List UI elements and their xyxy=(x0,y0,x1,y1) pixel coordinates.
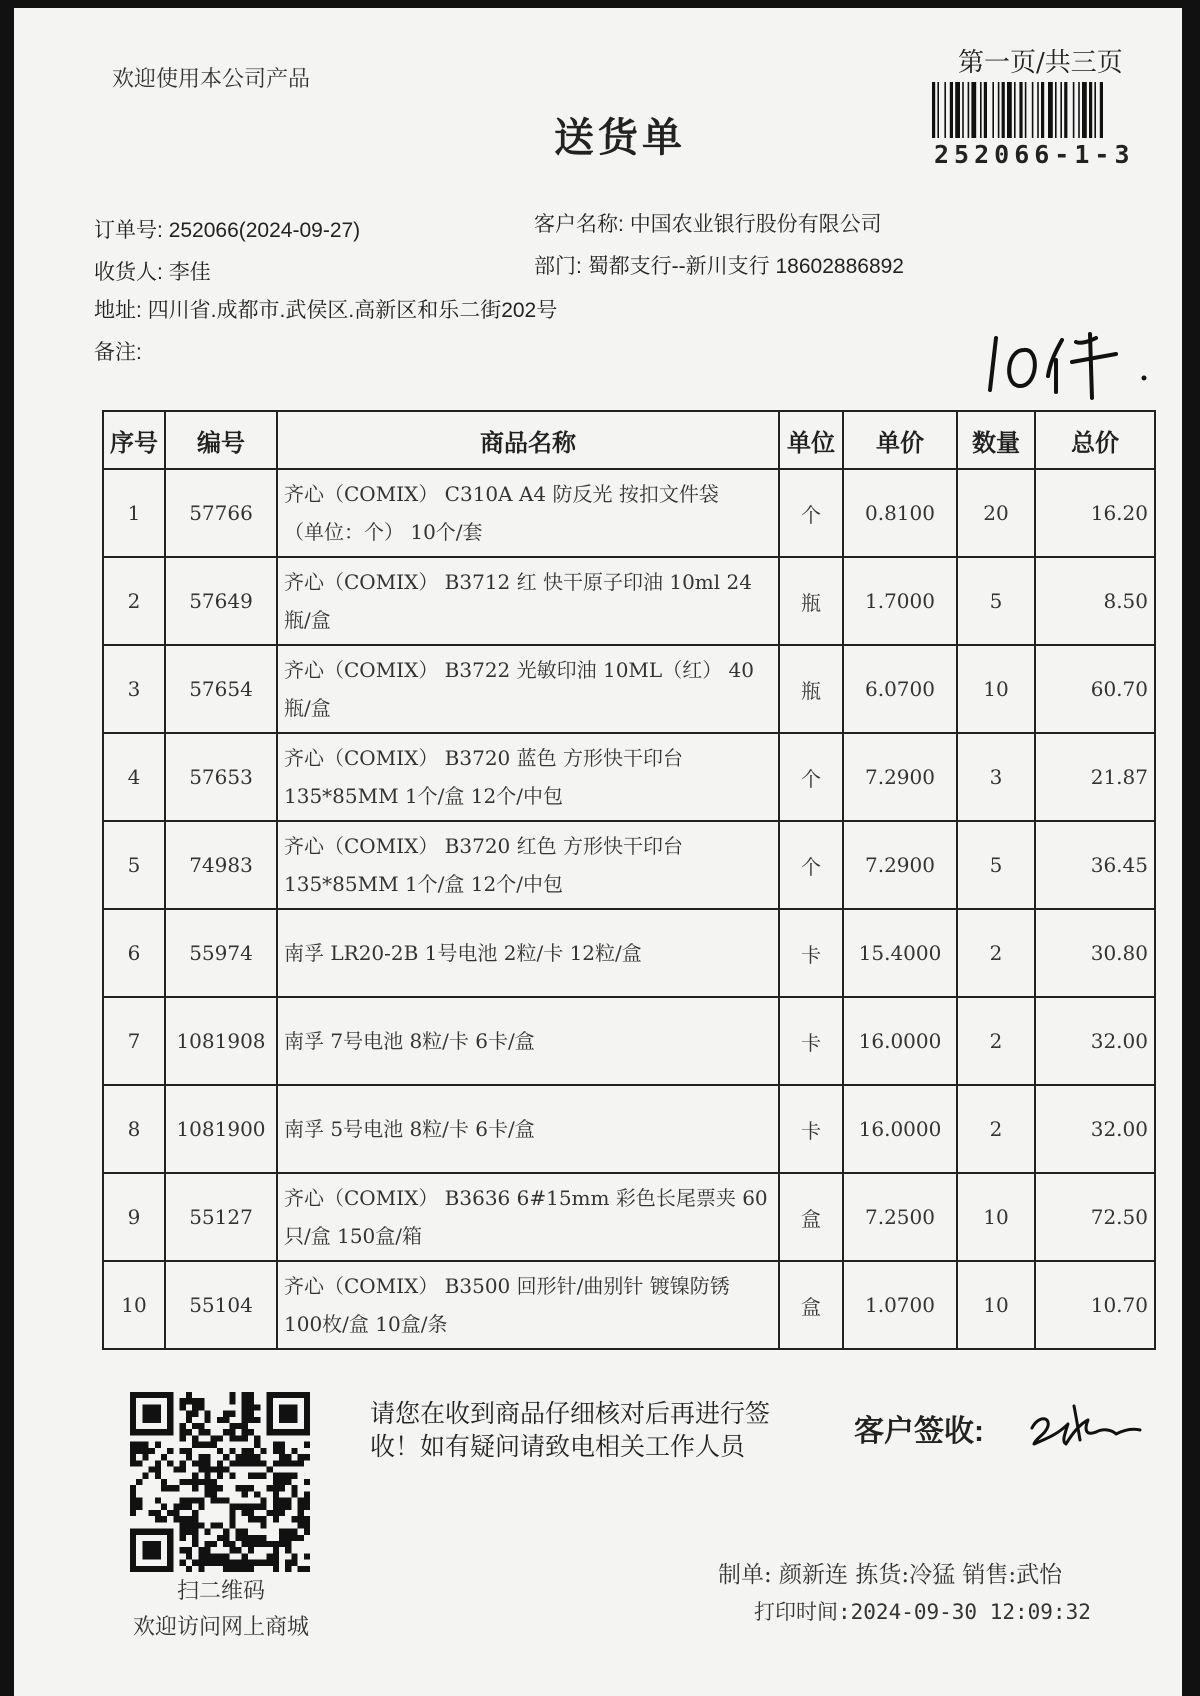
item-name-line1: 南孚 LR20-2B 1号电池 2粒/卡 12粒/盒 xyxy=(284,941,642,965)
item-unit: 卡 xyxy=(779,1085,843,1173)
column-header: 商品名称 xyxy=(277,411,779,469)
table-row xyxy=(103,1173,1155,1261)
item-unit: 个 xyxy=(779,821,843,909)
table-header-row xyxy=(103,411,1155,469)
item-total: 10.70 xyxy=(1035,1261,1155,1349)
item-name xyxy=(277,645,779,733)
table-row xyxy=(103,997,1155,1085)
item-name-line2: 135*85MM 1个/盒 12个/中包 xyxy=(284,784,563,808)
item-unit-price: 7.2500 xyxy=(843,1173,957,1261)
item-code: 57653 xyxy=(165,733,277,821)
item-total: 32.00 xyxy=(1035,997,1155,1085)
customer-row xyxy=(534,208,882,238)
qr-caption-line1: 扫二维码 xyxy=(176,1579,265,1604)
row-number: 8 xyxy=(103,1085,165,1173)
item-name-line1: 齐心（COMIX） B3720 红色 方形快干印台 xyxy=(284,834,683,858)
customer-name: 中国农业银行股份有限公司 xyxy=(629,213,882,236)
item-quantity: 10 xyxy=(957,645,1035,733)
items-table xyxy=(102,410,1156,1350)
item-unit-price: 1.7000 xyxy=(843,557,957,645)
item-name xyxy=(277,821,779,909)
item-name-line1: 齐心（COMIX） B3500 回形针/曲别针 镀镍防锈 xyxy=(284,1274,730,1298)
barcode-number: 252066-1-3 xyxy=(934,140,1135,169)
item-name xyxy=(277,469,779,557)
item-total: 21.87 xyxy=(1035,733,1155,821)
handwritten-note xyxy=(984,320,1164,400)
item-unit: 盒 xyxy=(779,1261,843,1349)
item-name xyxy=(277,1261,779,1349)
order-number: 252066(2024-09-27) xyxy=(168,219,361,242)
column-header: 单位 xyxy=(779,411,843,469)
column-header: 单价 xyxy=(843,411,957,469)
customer-label: 客户名称: xyxy=(534,213,624,236)
qr-caption xyxy=(118,1574,324,1646)
item-unit: 卡 xyxy=(779,997,843,1085)
item-name-line2: 只/盒 150盒/箱 xyxy=(284,1224,423,1248)
item-quantity: 3 xyxy=(957,733,1035,821)
order-number-row xyxy=(94,214,360,244)
item-total: 30.80 xyxy=(1035,909,1155,997)
item-unit-price: 16.0000 xyxy=(843,1085,957,1173)
item-unit-price: 15.4000 xyxy=(843,909,957,997)
item-name-line1: 齐心（COMIX） B3712 红 快干原子印油 10ml 24 xyxy=(284,570,752,594)
address-value: 四川省.成都市.武侯区.高新区和乐二街202号 xyxy=(147,299,558,322)
item-name-line1: 南孚 5号电池 8粒/卡 6卡/盒 xyxy=(284,1117,535,1141)
barcode-icon xyxy=(932,82,1147,138)
item-name xyxy=(277,909,779,997)
item-quantity: 2 xyxy=(957,997,1035,1085)
item-unit: 瓶 xyxy=(779,645,843,733)
table-row xyxy=(103,645,1155,733)
item-code: 1081900 xyxy=(165,1085,277,1173)
receiver-row xyxy=(94,256,211,286)
item-quantity: 5 xyxy=(957,821,1035,909)
item-code: 74983 xyxy=(165,821,277,909)
address-label: 地址: xyxy=(94,299,142,322)
item-unit-price: 1.0700 xyxy=(843,1261,957,1349)
department-row xyxy=(534,250,904,280)
inspection-notice: 请您在收到商品仔细核对后再进行签收！如有疑问请致电相关工作人员 xyxy=(370,1400,771,1461)
remark-row xyxy=(94,336,142,366)
item-code: 55127 xyxy=(165,1173,277,1261)
item-name-line1: 齐心（COMIX） B3722 光敏印油 10ML（红） 40 xyxy=(284,658,754,682)
item-code: 57649 xyxy=(165,557,277,645)
row-number: 6 xyxy=(103,909,165,997)
table-row xyxy=(103,469,1155,557)
row-number: 3 xyxy=(103,645,165,733)
item-total: 72.50 xyxy=(1035,1173,1155,1261)
item-name-line2: 100枚/盒 10盒/条 xyxy=(284,1312,448,1336)
item-quantity: 20 xyxy=(957,469,1035,557)
item-code: 57654 xyxy=(165,645,277,733)
item-quantity: 5 xyxy=(957,557,1035,645)
address-row xyxy=(94,294,557,324)
table-row xyxy=(103,821,1155,909)
table-row xyxy=(103,1085,1155,1173)
item-name xyxy=(277,733,779,821)
item-unit: 盒 xyxy=(779,1173,843,1261)
item-quantity: 2 xyxy=(957,1085,1035,1173)
qr-code-icon xyxy=(130,1392,310,1572)
item-unit: 瓶 xyxy=(779,557,843,645)
item-total: 8.50 xyxy=(1035,557,1155,645)
customer-signature xyxy=(1024,1394,1144,1454)
table-row xyxy=(103,557,1155,645)
item-total: 32.00 xyxy=(1035,1085,1155,1173)
item-name-line2: 瓶/盒 xyxy=(284,696,331,720)
item-total: 16.20 xyxy=(1035,469,1155,557)
row-number: 2 xyxy=(103,557,165,645)
table-row xyxy=(103,733,1155,821)
table-row xyxy=(103,909,1155,997)
page-indicator: 第一页/共三页 xyxy=(958,48,1123,78)
item-unit-price: 0.8100 xyxy=(843,469,957,557)
item-unit-price: 7.2900 xyxy=(843,733,957,821)
delivery-note-sheet xyxy=(14,8,1182,1696)
item-name-line1: 齐心（COMIX） C310A A4 防反光 按扣文件袋 xyxy=(284,482,719,506)
item-code: 57766 xyxy=(165,469,277,557)
column-header: 编号 xyxy=(165,411,277,469)
row-number: 1 xyxy=(103,469,165,557)
item-name-line2: 135*85MM 1个/盒 12个/中包 xyxy=(284,872,563,896)
welcome-text: 欢迎使用本公司产品 xyxy=(112,67,311,92)
item-code: 55104 xyxy=(165,1261,277,1349)
column-header: 数量 xyxy=(957,411,1035,469)
item-unit: 个 xyxy=(779,469,843,557)
item-quantity: 10 xyxy=(957,1261,1035,1349)
item-name-line2: （单位：个） 10个/套 xyxy=(284,520,483,544)
item-unit: 个 xyxy=(779,733,843,821)
item-unit-price: 16.0000 xyxy=(843,997,957,1085)
item-name-line2: 瓶/盒 xyxy=(284,608,331,632)
item-name-line1: 齐心（COMIX） B3720 蓝色 方形快干印台 xyxy=(284,746,683,770)
page-title: 送货单 xyxy=(554,114,686,161)
item-quantity: 2 xyxy=(957,909,1035,997)
receiver-label: 收货人: xyxy=(94,261,163,284)
remark-label: 备注: xyxy=(94,341,142,364)
row-number: 10 xyxy=(103,1261,165,1349)
item-name-line1: 齐心（COMIX） B3636 6#15mm 彩色长尾票夹 60 xyxy=(284,1186,768,1210)
column-header: 序号 xyxy=(103,411,165,469)
item-name xyxy=(277,997,779,1085)
item-name xyxy=(277,557,779,645)
staff-line: 制单: 颜新连 拣货:冷猛 销售:武怡 xyxy=(718,1562,1063,1588)
table-row xyxy=(103,1261,1155,1349)
receiver-name: 李佳 xyxy=(168,261,211,284)
order-number-label: 订单号: xyxy=(94,219,163,242)
item-code: 1081908 xyxy=(165,997,277,1085)
row-number: 9 xyxy=(103,1173,165,1261)
item-unit-price: 6.0700 xyxy=(843,645,957,733)
item-total: 36.45 xyxy=(1035,821,1155,909)
department-label: 部门: xyxy=(534,255,582,278)
print-time: 打印时间:2024-09-30 12:09:32 xyxy=(754,1600,1091,1624)
row-number: 5 xyxy=(103,821,165,909)
customer-sign-label: 客户签收: xyxy=(854,1415,984,1448)
item-total: 60.70 xyxy=(1035,645,1155,733)
item-name-line1: 南孚 7号电池 8粒/卡 6卡/盒 xyxy=(284,1029,535,1053)
item-unit-price: 7.2900 xyxy=(843,821,957,909)
row-number: 4 xyxy=(103,733,165,821)
department-value: 蜀都支行--新川支行 18602886892 xyxy=(587,255,904,278)
item-code: 55974 xyxy=(165,909,277,997)
column-header: 总价 xyxy=(1035,411,1155,469)
item-quantity: 10 xyxy=(957,1173,1035,1261)
qr-caption-line2: 欢迎访问网上商城 xyxy=(132,1615,309,1640)
row-number: 7 xyxy=(103,997,165,1085)
item-unit: 卡 xyxy=(779,909,843,997)
item-name xyxy=(277,1085,779,1173)
item-name xyxy=(277,1173,779,1261)
